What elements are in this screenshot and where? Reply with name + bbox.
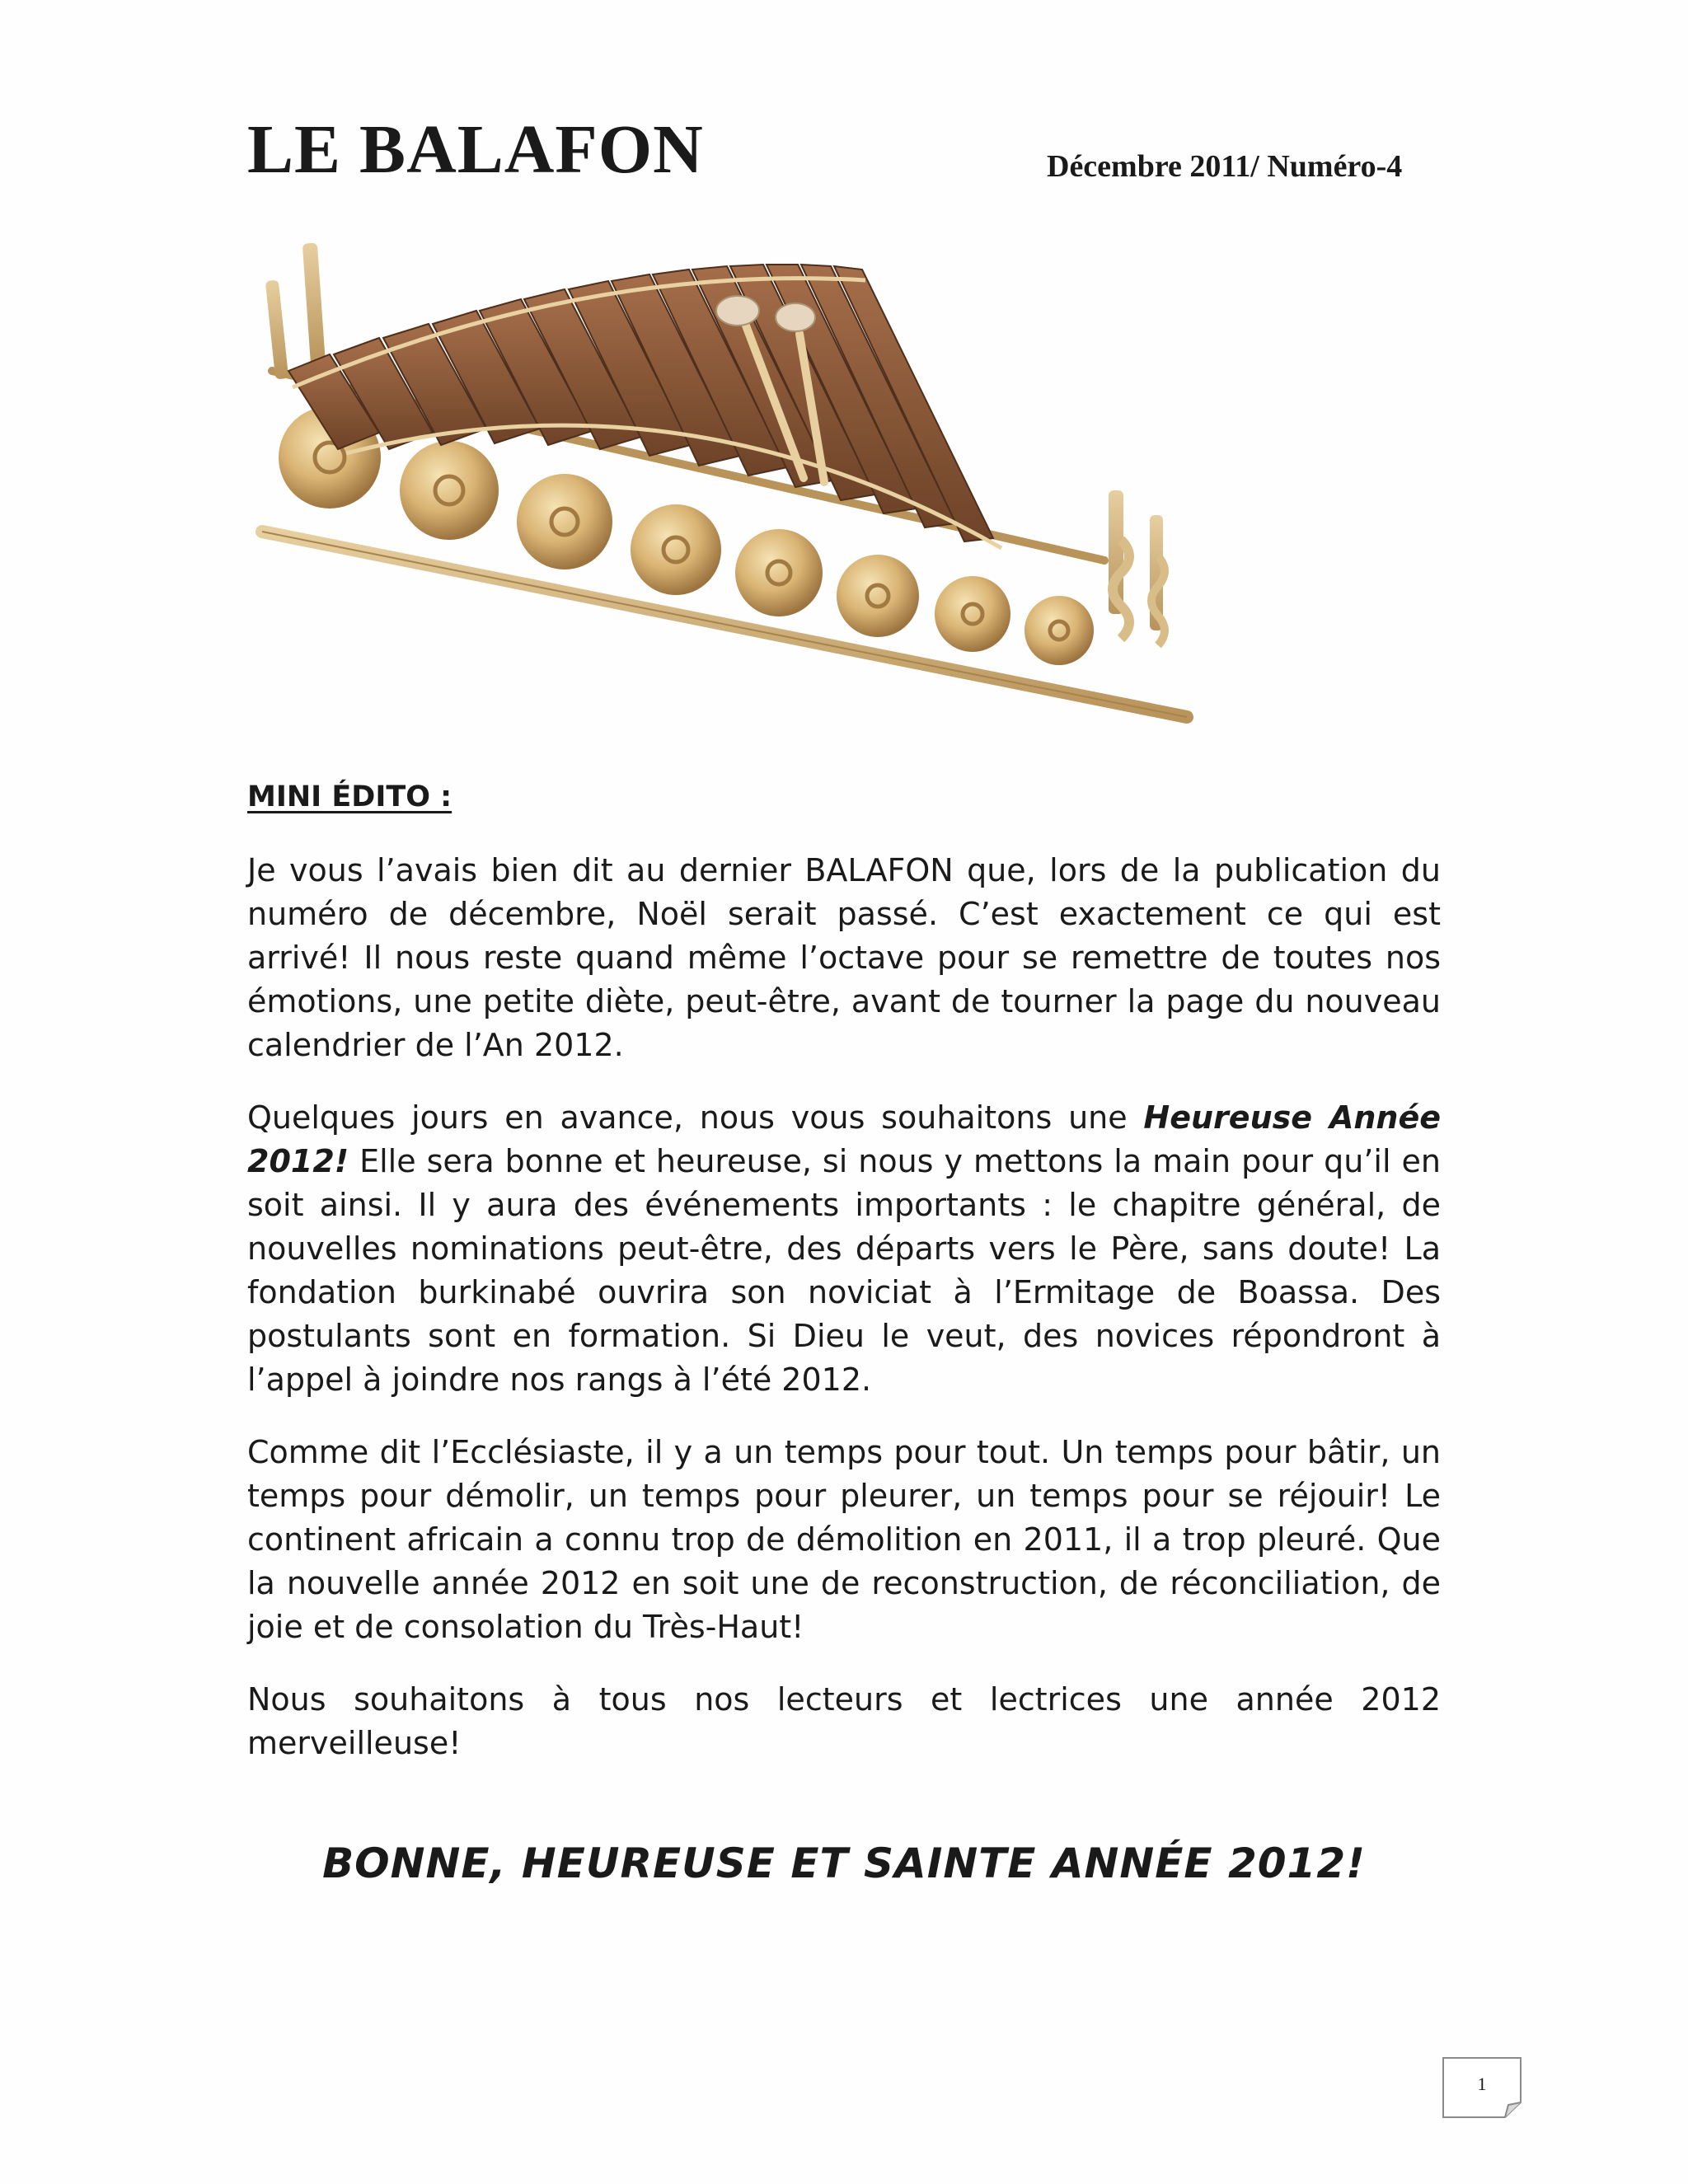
editorial-paragraph-2 — [247, 1096, 1441, 1402]
balafon-illustration-icon — [256, 243, 1286, 738]
paragraph-2-intro: Quelques jours en avance, nous vous souhaitons une — [247, 1099, 1144, 1136]
paragraph-2-rest: Elle sera bonne et heureuse, si nous y mettons la main pour qu’il en soit ainsi. Il y aura des événements importants : le chapitre général, de nouvelles nominations peut-être, des départs vers le Père, sans doute! La fondation burkinabé ouvrira son noviciat à l’Ermitage de Boassa. Des postulants sont en formation. Si Dieu le veut, des novices répondront à l’appel à joindre nos rangs à l’été 2012. — [247, 1143, 1441, 1398]
editorial-paragraph-1: Je vous l’avais bien dit au dernier BALAFON que, lors de la publication du numéro de décembre, Noël serait passé. C’est exactement ce qui est arrivé! Il nous reste quand même l’octave pour se remettre de toutes nos émotions, une petite diète, peut-être, avant de tourner la page du nouveau calendrier de l’An 2012. — [247, 852, 1441, 1063]
editorial-paragraph-4: Nous souhaitons à tous nos lecteurs et lectrices une année 2012 merveilleuse! — [247, 1681, 1441, 1761]
editorial-body — [247, 849, 1441, 1794]
editorial-paragraph-3: Comme dit l’Ecclésiaste, il y a un temps pour tout. Un temps pour bâtir, un temps pour démolir, un temps pour pleurer, un temps pour se réjouir! Le continent africain a connu trop de démolition en 2011, il a trop pleuré. Que la nouvelle année 2012 en soit une de reconstruction, de réconciliation, de joie et de consolation du Très-Haut! — [247, 1434, 1441, 1645]
newsletter-title: LE BALAFON — [247, 111, 704, 188]
closing-greeting: BONNE, HEUREUSE ET SAINTE ANNÉE 2012! — [322, 1840, 1366, 1887]
new-year-emphasis: Heureuse Année 2012! — [247, 1099, 1442, 1179]
issue-date: Décembre 2011/ Numéro-4 — [1047, 149, 1403, 184]
editorial-heading: MINI ÉDITO : — [247, 780, 452, 813]
page-number: 1 — [1477, 2074, 1487, 2094]
page-number-box — [1442, 2057, 1522, 2118]
